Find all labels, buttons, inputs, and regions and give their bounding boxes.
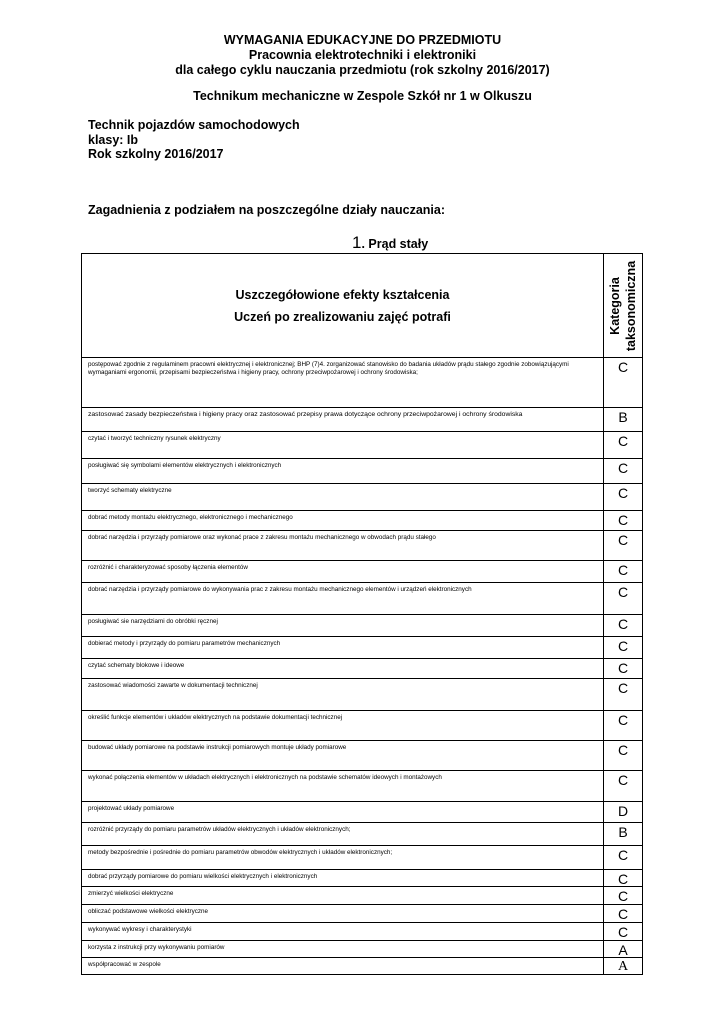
taxonomy-grade: C (604, 659, 643, 679)
header-school: Technikum mechaniczne w Zespole Szkół nr 1 w Olkuszu (193, 89, 532, 103)
table-row (82, 958, 643, 975)
profession-label: Technik pojazdów samochodowych (88, 118, 300, 132)
effect-text: czytać i tworzyć techniczny rysunek elektryczny (82, 432, 604, 459)
taxonomy-grade: C (604, 905, 643, 923)
taxonomy-grade: A (604, 941, 643, 958)
table-row (82, 615, 643, 637)
school-year-label: Rok szkolny 2016/2017 (88, 147, 224, 161)
table-row (82, 679, 643, 711)
table-row (82, 659, 643, 679)
header-cycle: dla całego cyklu nauczania przedmiotu (rok szkolny 2016/2017) (175, 63, 550, 77)
effect-text: tworzyć schematy elektryczne (82, 484, 604, 511)
effect-text: dobrać narzędzia i przyrządy pomiarowe do wykonywania prac z zakresu montażu mechanicznego elementów i urządzeń elektronicznych (82, 583, 604, 615)
requirements-table (81, 253, 643, 975)
taxonomy-grade: C (604, 432, 643, 459)
effects-header-line2: Uczeń po zrealizowaniu zajęć potrafi (234, 309, 451, 324)
document-header (0, 33, 725, 104)
taxonomy-grade: C (604, 637, 643, 659)
effect-text: posługiwać sie narzędziami do obróbki ręcznej (82, 615, 604, 637)
table-row (82, 561, 643, 583)
taxonomy-grade: C (604, 358, 643, 408)
table-row (82, 711, 643, 741)
taxonomy-grade: B (604, 823, 643, 846)
effects-header-line1: Uszczegółowione efekty kształcenia (235, 287, 450, 302)
category-header-text (607, 260, 639, 350)
taxonomy-grade: C (604, 583, 643, 615)
category-header-line2: taksonomiczna (624, 260, 638, 351)
effect-text: wykonywać wykresy i charakterystyki (82, 923, 604, 941)
effects-column-header (82, 254, 604, 358)
effect-text: korzysta z instrukcji przy wykonywaniu pomiarów (82, 941, 604, 958)
taxonomy-grade: A (604, 958, 643, 975)
taxonomy-grade: C (604, 846, 643, 870)
taxonomy-grade: D (604, 802, 643, 823)
taxonomy-grade: C (604, 679, 643, 711)
table-row (82, 531, 643, 561)
table-row (82, 846, 643, 870)
taxonomy-grade: C (604, 870, 643, 887)
effect-text: obliczać podstawowe wielkości elektryczne (82, 905, 604, 923)
effect-text: określić funkcje elementów i układów elektrycznych na podstawie dokumentacji technicznej (82, 711, 604, 741)
class-info (88, 118, 300, 162)
table-row (82, 870, 643, 887)
taxonomy-grade: C (604, 561, 643, 583)
category-header-line1: Kategoria (608, 276, 622, 335)
effect-text: zastosować wiadomości zawarte w dokumentacji technicznej (82, 679, 604, 711)
taxonomy-grade: B (604, 408, 643, 432)
taxonomy-grade: C (604, 771, 643, 802)
taxonomy-grade: C (604, 615, 643, 637)
effect-text: rozróżnić przyrządy do pomiaru parametrów układów elektrycznych i układów elektronicznych; (82, 823, 604, 846)
effect-text: projektować układy pomiarowe (82, 802, 604, 823)
classes-label: klasy: Ib (88, 132, 139, 147)
table-row (82, 823, 643, 846)
taxonomy-grade: C (604, 887, 643, 905)
taxonomy-grade: C (604, 711, 643, 741)
taxonomy-grade: C (604, 511, 643, 531)
table-row (82, 432, 643, 459)
effect-text: dobrać narzędzia i przyrządy pomiarowe oraz wykonać prace z zakresu montażu mechanicznego w obwodach prądu stałego (82, 531, 604, 561)
table-row (82, 905, 643, 923)
effect-text: zastosować zasady bezpieczeństwa i higieny pracy oraz zastosować przepisy prawa dotyczące ochrony przeciwpożarowej i ochrony środowiska (82, 408, 604, 432)
table-row (82, 637, 643, 659)
header-title: WYMAGANIA EDUKACYJNE DO PRZEDMIOTU (223, 33, 502, 47)
effect-text: dobierać metody i przyrządy do pomiaru parametrów mechanicznych (82, 637, 604, 659)
table-row (82, 511, 643, 531)
effect-text: dobrać metody montażu elektrycznego, elektronicznego i mechanicznego (82, 511, 604, 531)
section-number: 1 (352, 233, 362, 252)
effect-text: dobrać przyrządy pomiarowe do pomiaru wielkości elektrycznych i elektronicznych (82, 870, 604, 887)
section-title: . Prąd stały (361, 237, 429, 251)
taxonomy-grade: C (604, 484, 643, 511)
table-header-row (82, 254, 643, 358)
table-row (82, 941, 643, 958)
effect-text: metody bezpośrednie i pośrednie do pomiaru parametrów obwodów elektrycznych i układów elektronicznych; (82, 846, 604, 870)
table-row (82, 459, 643, 484)
effect-text: postępować zgodnie z regulaminem pracowni elektrycznej i elektronicznej; BHP (7)4. zorganizować stanowisko do badania układów prądu stałego zgodnie zobowiązującymi wymaganiami ergonomii, przepisami bezpieczeństwa i higieny pracy, ochrony przeciwpożarowej i ochrony środowiska; (82, 358, 604, 408)
effect-text: zmierzyć wielkości elektryczne (82, 887, 604, 905)
table-row (82, 408, 643, 432)
table-row (82, 358, 643, 408)
taxonomy-grade: C (604, 923, 643, 941)
effect-text: współpracować w zespole (82, 958, 604, 975)
category-column-header (604, 254, 643, 358)
table-row (82, 771, 643, 802)
taxonomy-grade: C (604, 459, 643, 484)
section-heading (352, 233, 428, 253)
table-row (82, 923, 643, 941)
taxonomy-grade: C (604, 531, 643, 561)
table-row (82, 583, 643, 615)
header-subject: Pracownia elektrotechniki i elektroniki (248, 48, 477, 62)
effect-text: wykonać połączenia elementów w układach elektrycznych i elektronicznych na podstawie schematów ideowych i montażowych (82, 771, 604, 802)
table-row (82, 802, 643, 823)
effect-text: czytać schematy blokowe i ideowe (82, 659, 604, 679)
effect-text: rozróżnić i charakteryzować sposoby łączenia elementów (82, 561, 604, 583)
effect-text: budować układy pomiarowe na podstawie instrukcji pomiarowych montuje układy pomiarowe (82, 741, 604, 771)
table-row (82, 741, 643, 771)
table-row (82, 484, 643, 511)
topics-heading: Zagadnienia z podziałem na poszczególne działy nauczania: (88, 203, 446, 217)
effect-text: posługiwać się symbolami elementów elektrycznych i elektronicznych (82, 459, 604, 484)
table-row (82, 887, 643, 905)
taxonomy-grade: C (604, 741, 643, 771)
